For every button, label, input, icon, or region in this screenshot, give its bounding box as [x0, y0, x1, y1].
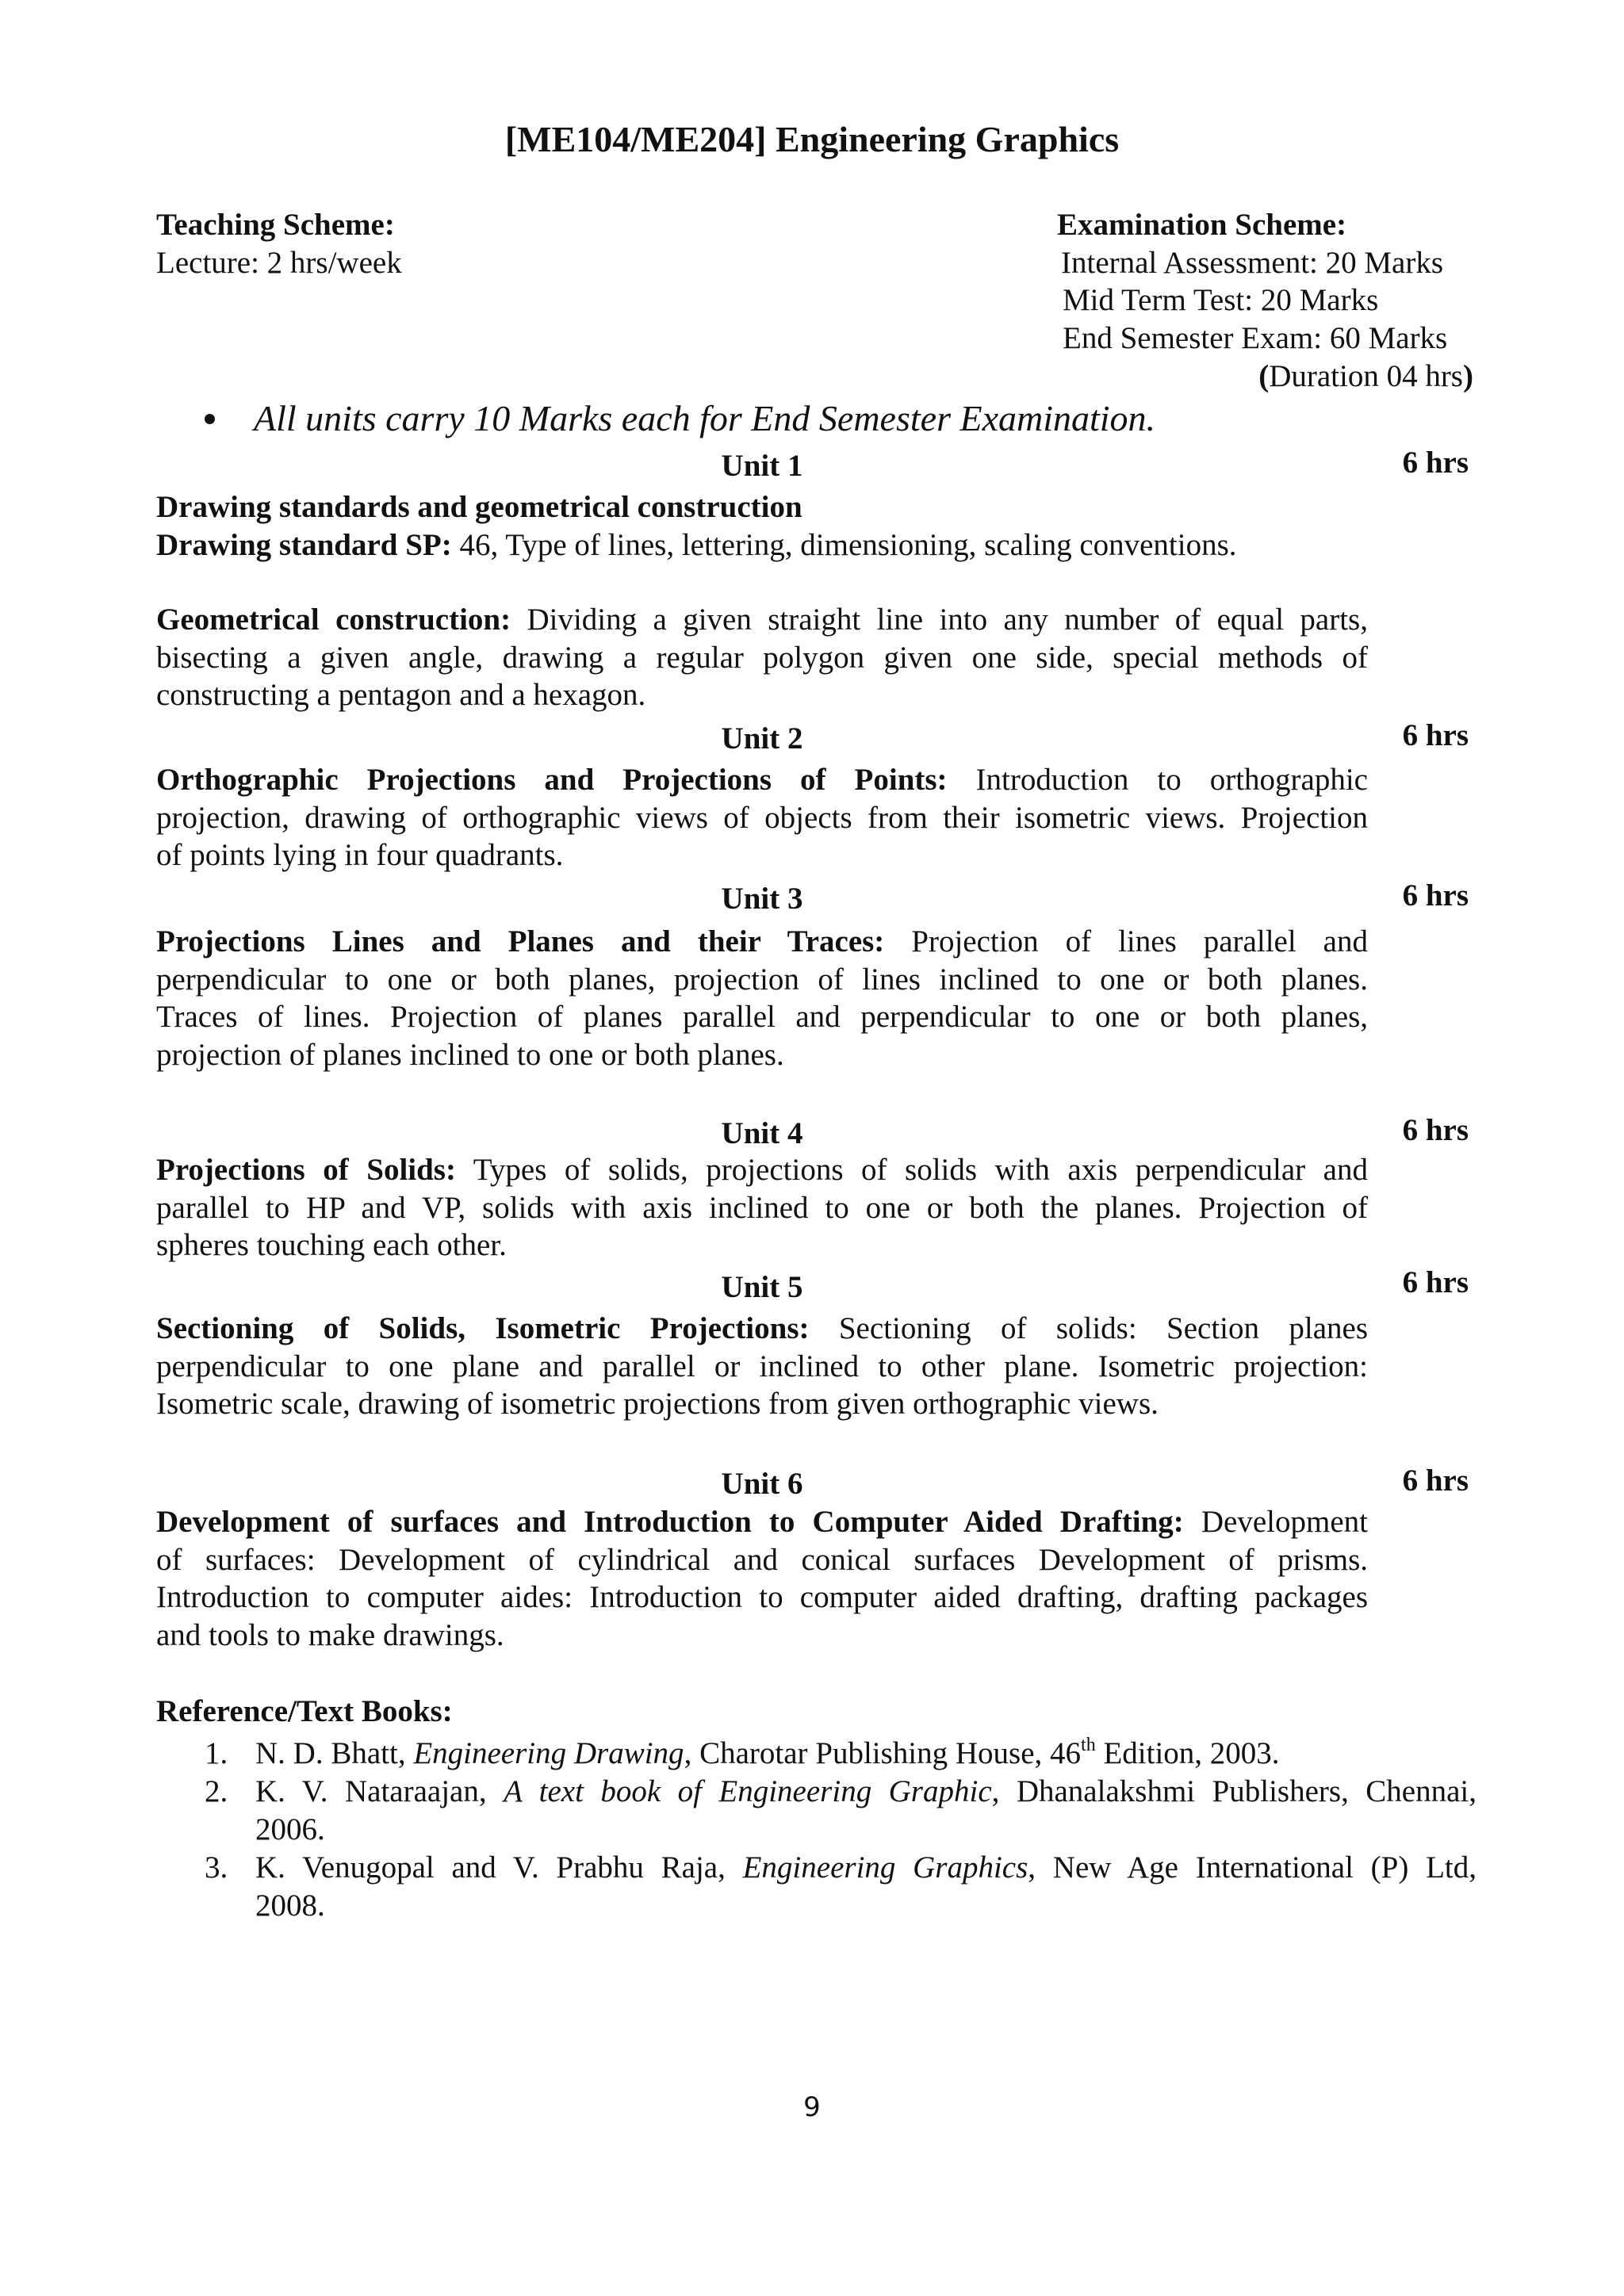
exam-internal-assessment: Internal Assessment: 20 Marks	[1061, 246, 1444, 280]
unit-1-subtitle: Drawing standards and geometrical construction	[156, 490, 802, 524]
references-heading: Reference/Text Books:	[156, 1694, 453, 1728]
bullet-icon	[205, 414, 215, 424]
page-number: 9	[803, 2091, 821, 2123]
unit-5-hours: 6 hrs	[1402, 1265, 1469, 1299]
unit-6-hours: 6 hrs	[1402, 1464, 1469, 1498]
unit-3-paragraph: Projections Lines and Planes and their Traces: Projection of lines parallel and perpendicular to one or both planes, projection of lines inclined to one or both planes. Traces of lines. Projection of planes parallel and perpendicular to one or both planes, projection of planes inclined to one or both planes.	[156, 924, 1368, 1072]
unit-3-hours: 6 hrs	[1402, 878, 1469, 913]
unit-1-paragraph-1: Drawing standard SP: 46, Type of lines, lettering, dimensioning, scaling conventions.	[156, 528, 1237, 562]
unit-5-paragraph: Sectioning of Solids, Isometric Projections: Sectioning of solids: Section planes perpendicular to one plane and parallel or inclined to other plane. Isometric projection: Isometric scale, drawing of isometric projections from given orthographic views.	[156, 1311, 1368, 1421]
unit-1-paragraph-2: Geometrical construction: Dividing a given straight line into any number of equal parts, bisecting a given angle, drawing a regular polygon given one side, special methods of constructing a pentagon and a hexagon.	[156, 603, 1368, 712]
course-title: [ME104/ME204] Engineering Graphics	[504, 119, 1120, 159]
unit-2-hours: 6 hrs	[1402, 718, 1469, 752]
unit-2-heading: Unit 2	[721, 721, 803, 756]
unit-1-hours: 6 hrs	[1402, 446, 1469, 480]
unit-4-heading: Unit 4	[721, 1116, 803, 1150]
unit-2-paragraph: Orthographic Projections and Projections of Points: Introduction to orthographic projection, drawing of orthographic views of objects from their isometric views. Projection of points lying in four quadrants.	[156, 763, 1368, 872]
unit-1-heading: Unit 1	[721, 449, 803, 483]
marks-note: All units carry 10 Marks each for End Semester Examination.	[254, 398, 1156, 438]
unit-3-heading: Unit 3	[721, 882, 803, 916]
teaching-scheme-heading: Teaching Scheme:	[156, 208, 395, 242]
unit-6-paragraph: Development of surfaces and Introduction to Computer Aided Drafting: Development of surfaces: Development of cylindrical and conical surfaces Development of prisms. Introduction to computer aides: Introduction to computer aided drafting, drafting packages and tools to make drawings.	[156, 1505, 1368, 1652]
exam-duration: (Duration 04 hrs)	[1258, 359, 1473, 393]
unit-5-heading: Unit 5	[721, 1270, 803, 1304]
unit-4-paragraph: Projections of Solids: Types of solids, projections of solids with axis perpendicular and parallel to HP and VP, solids with axis inclined to one or both the planes. Projection of spheres touching each other.	[156, 1153, 1368, 1262]
unit-4-hours: 6 hrs	[1402, 1113, 1469, 1147]
exam-end-semester: End Semester Exam: 60 Marks	[1063, 321, 1448, 355]
unit-6-heading: Unit 6	[721, 1467, 803, 1501]
teaching-scheme-lecture: Lecture: 2 hrs/week	[156, 246, 402, 280]
document-page: [ME104/ME204] Engineering Graphics Teaching Scheme: Lecture: 2 hrs/week Examination Scheme: Internal Assessment: 20 Marks Mid Term Test: 20 Marks End Semester Exam: 60 Marks (Duration 04 hrs) All units carry 10 Marks each for End Semester Examination. Unit 1 6 hrs Drawing standards and geometrical construction Drawing standard SP: 46, Type of lines, lettering, dimensioning, scaling conventions. Geometrical construction: Dividing a given straight line into any number of equal parts, bisecting a given angle, drawing a regular polygon given one side, special methods of constructing a pentagon and a hexagon. Unit 2 6 hrs Orthographic Projections and Projections of Points: Introduction to orthographic projection, drawing of orthographic views of objects from their isometric views. Projection of points lying in four quadrants. Unit 3 6 hrs Projections Lines and Planes and their Traces: Projection of lines parallel and perpendicular to one or both planes, projection of lines inclined to one or both planes. Traces of lines. Projection of planes parallel and perpendicular to one or both planes, projection of planes inclined to one or both planes. Unit 4 6 hrs Projections of Solids: Types of solids, projections of solids with axis perpendicular and parallel to HP and VP, solids with axis inclined to one or both the planes. Projection of spheres touching each other. Unit 5 6 hrs Sectioning of Solids, Isometric Projections: Sectioning of solids: Section planes perpendicular to one plane and parallel or inclined to other plane. Isometric projection: Isometric scale, drawing of isometric projections from given orthographic views. Unit 6 6 hrs Development of surfaces and Introduction to Computer Aided Drafting: Development of surfaces: Development of cylindrical and conical surfaces Development of prisms. Introduction to computer aides: Introduction to computer aided drafting, drafting packages and tools to make drawings. Reference/Text Books: 1. N. D. Bhatt, Engineering Drawing, Charotar Publishing House, 46th Edition, 2003. 2. K. V. Nataraajan, A text book of Engineering Graphic, Dhanalakshmi Publishers, Chennai, 2006. 3. K. Venugopal and V. Prabhu Raja, Engineering Graphics, New Age International (P) Ltd, 2008. 9	[0, 0, 1624, 2296]
exam-mid-term: Mid Term Test: 20 Marks	[1063, 283, 1379, 317]
exam-scheme-heading: Examination Scheme:	[1057, 208, 1347, 242]
